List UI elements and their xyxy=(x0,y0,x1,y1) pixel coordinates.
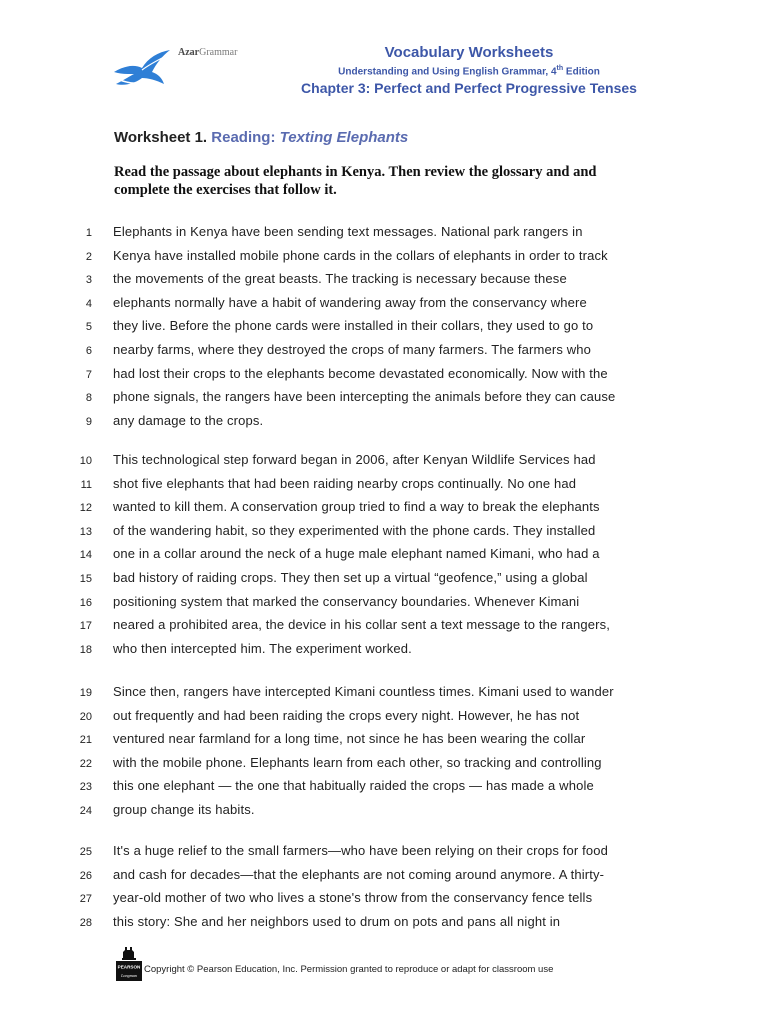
book-subtitle: Understanding and Using English Grammar, 4th Edition xyxy=(338,65,600,78)
passage-line xyxy=(0,476,768,496)
line-number: 21 xyxy=(79,734,92,747)
line-number: 13 xyxy=(79,525,92,538)
passage-line xyxy=(0,731,768,751)
line-number: 27 xyxy=(79,893,92,906)
passage-line xyxy=(0,914,768,934)
line-number: 17 xyxy=(79,620,92,633)
passage-line xyxy=(0,778,768,798)
line-number: 19 xyxy=(79,687,92,699)
page-title: Vocabulary Worksheets xyxy=(384,44,554,61)
line-number: 25 xyxy=(79,846,92,858)
line-number: 5 xyxy=(85,321,92,334)
chapter-title: Chapter 3: Perfect and Perfect Progressive Tenses xyxy=(301,80,637,97)
line-number: 2 xyxy=(85,250,92,263)
line-number: 18 xyxy=(79,643,92,656)
line-number: 10 xyxy=(79,455,92,467)
passage-line xyxy=(0,802,768,822)
line-text: phone signals, the rangers have been intercepting the animals before they can cause xyxy=(113,389,616,405)
line-number: 9 xyxy=(85,415,92,428)
page-footer xyxy=(114,944,674,984)
passage-line xyxy=(0,867,768,887)
brand-name: AzarGrammar xyxy=(178,47,238,58)
line-number: 23 xyxy=(79,781,92,794)
passage-line xyxy=(0,843,768,863)
line-number: 6 xyxy=(85,345,92,357)
line-text: Kenya have installed mobile phone cards in the collars of elephants in order to track xyxy=(113,247,608,263)
line-text: neared a prohibited area, the device in his collar sent a text message to the rangers, xyxy=(113,617,611,633)
line-number: 15 xyxy=(79,573,92,585)
passage-line xyxy=(0,499,768,519)
passage-line xyxy=(0,271,768,291)
line-text: out frequently and had been raiding the crops every night. However, he has not xyxy=(113,707,580,723)
line-number: 28 xyxy=(79,916,92,929)
line-number: 12 xyxy=(79,502,92,515)
passage-line xyxy=(0,389,768,409)
line-number: 22 xyxy=(79,757,92,770)
line-text: the movements of the great beasts. The tracking is necessary because these xyxy=(113,271,567,287)
line-text: with the mobile phone. Elephants learn from each other, so tracking and controlling xyxy=(113,754,602,770)
passage-line xyxy=(0,570,768,590)
line-number: 16 xyxy=(79,596,92,609)
line-number: 11 xyxy=(80,478,92,491)
page-header xyxy=(0,0,768,110)
longman-label: Longman xyxy=(121,973,137,978)
line-text: bad history of raiding crops. They then set up a virtual “geofence,” using a global xyxy=(113,570,588,585)
passage-line xyxy=(0,617,768,637)
line-number: 7 xyxy=(85,368,92,381)
line-text: had lost their crops to the elephants become devastated economically. Now with the xyxy=(113,365,608,381)
line-number: 24 xyxy=(79,805,92,817)
passage-line xyxy=(0,708,768,728)
passage-line xyxy=(0,248,768,268)
line-text: one in a collar around the neck of a huge male elephant named Kimani, who had a xyxy=(113,546,600,562)
line-number: 8 xyxy=(85,392,92,405)
line-number: 14 xyxy=(79,549,92,562)
line-text: group change its habits. xyxy=(113,802,255,817)
passage-line xyxy=(0,523,768,543)
line-text: shot five elephants that had been raiding nearby crops continually. No one had xyxy=(113,475,577,491)
instructions: Read the passage about elephants in Kenya. Then review the glossary and and complete the exercises that follow it. xyxy=(114,164,597,198)
line-text: this one elephant — the one that habitually raided the crops — has made a whole xyxy=(113,778,594,794)
line-text: and cash for decades—that the elephants are not coming around anymore. A thirty- xyxy=(113,866,605,882)
line-number: 20 xyxy=(79,710,92,723)
line-text: nearby farms, where they destroyed the crops of many farmers. The farmers who xyxy=(113,342,592,357)
line-text: year-old mother of two who lives a stone's throw from the conservancy fence tells xyxy=(113,890,593,906)
line-text: of the wandering habit, so they experimented with the phone cards. They installed xyxy=(113,522,596,538)
copyright-notice: Copyright © Pearson Education, Inc. Permission granted to reproduce or adapt for classroom use xyxy=(144,964,554,975)
passage-line xyxy=(0,452,768,472)
line-text: this story: She and her neighbors used to drum on pots and pans all night in xyxy=(113,913,561,929)
worksheet-title: Worksheet 1. Reading: Texting Elephants xyxy=(114,129,409,146)
passage-line xyxy=(0,413,768,433)
passage-line xyxy=(0,755,768,775)
pearson-logo-icon xyxy=(114,944,144,984)
passage-line xyxy=(0,684,768,704)
header-titles xyxy=(0,44,768,97)
line-number: 26 xyxy=(79,869,92,882)
line-text: It's a huge relief to the small farmers—who have been relying on their crops for food xyxy=(113,843,609,858)
line-text: they live. Before the phone cards were installed in their collars, they used to go to xyxy=(113,318,594,334)
line-text: wanted to kill them. A conservation group tried to find a way to break the elephants xyxy=(113,499,600,515)
passage-line xyxy=(0,890,768,910)
line-text: any damage to the crops. xyxy=(113,412,264,428)
passage-line xyxy=(0,318,768,338)
line-text: This technological step forward began in 2006, after Kenyan Wildlife Services had xyxy=(113,452,596,467)
line-number: 3 xyxy=(85,274,92,287)
passage-line xyxy=(0,546,768,566)
line-text: who then intercepted him. The experiment worked. xyxy=(113,640,412,656)
passage-line xyxy=(0,295,768,315)
line-text: ventured near farmland for a long time, not since he has been wearing the collar xyxy=(113,731,586,747)
line-text: positioning system that marked the conservancy boundaries. Whenever Kimani xyxy=(113,593,580,609)
line-text: Elephants in Kenya have been sending text messages. National park rangers in xyxy=(113,224,583,239)
line-number: 4 xyxy=(85,297,92,310)
line-number: 1 xyxy=(85,227,92,239)
line-text: Since then, rangers have intercepted Kimani countless times. Kimani used to wander xyxy=(113,684,614,699)
passage-line xyxy=(0,641,768,661)
passage-line xyxy=(0,594,768,614)
line-text: elephants normally have a habit of wandering away from the conservancy where xyxy=(113,294,587,310)
passage-line xyxy=(0,224,768,244)
pearson-label: PEARSON xyxy=(117,964,141,970)
passage-line xyxy=(0,366,768,386)
passage-line xyxy=(0,342,768,362)
